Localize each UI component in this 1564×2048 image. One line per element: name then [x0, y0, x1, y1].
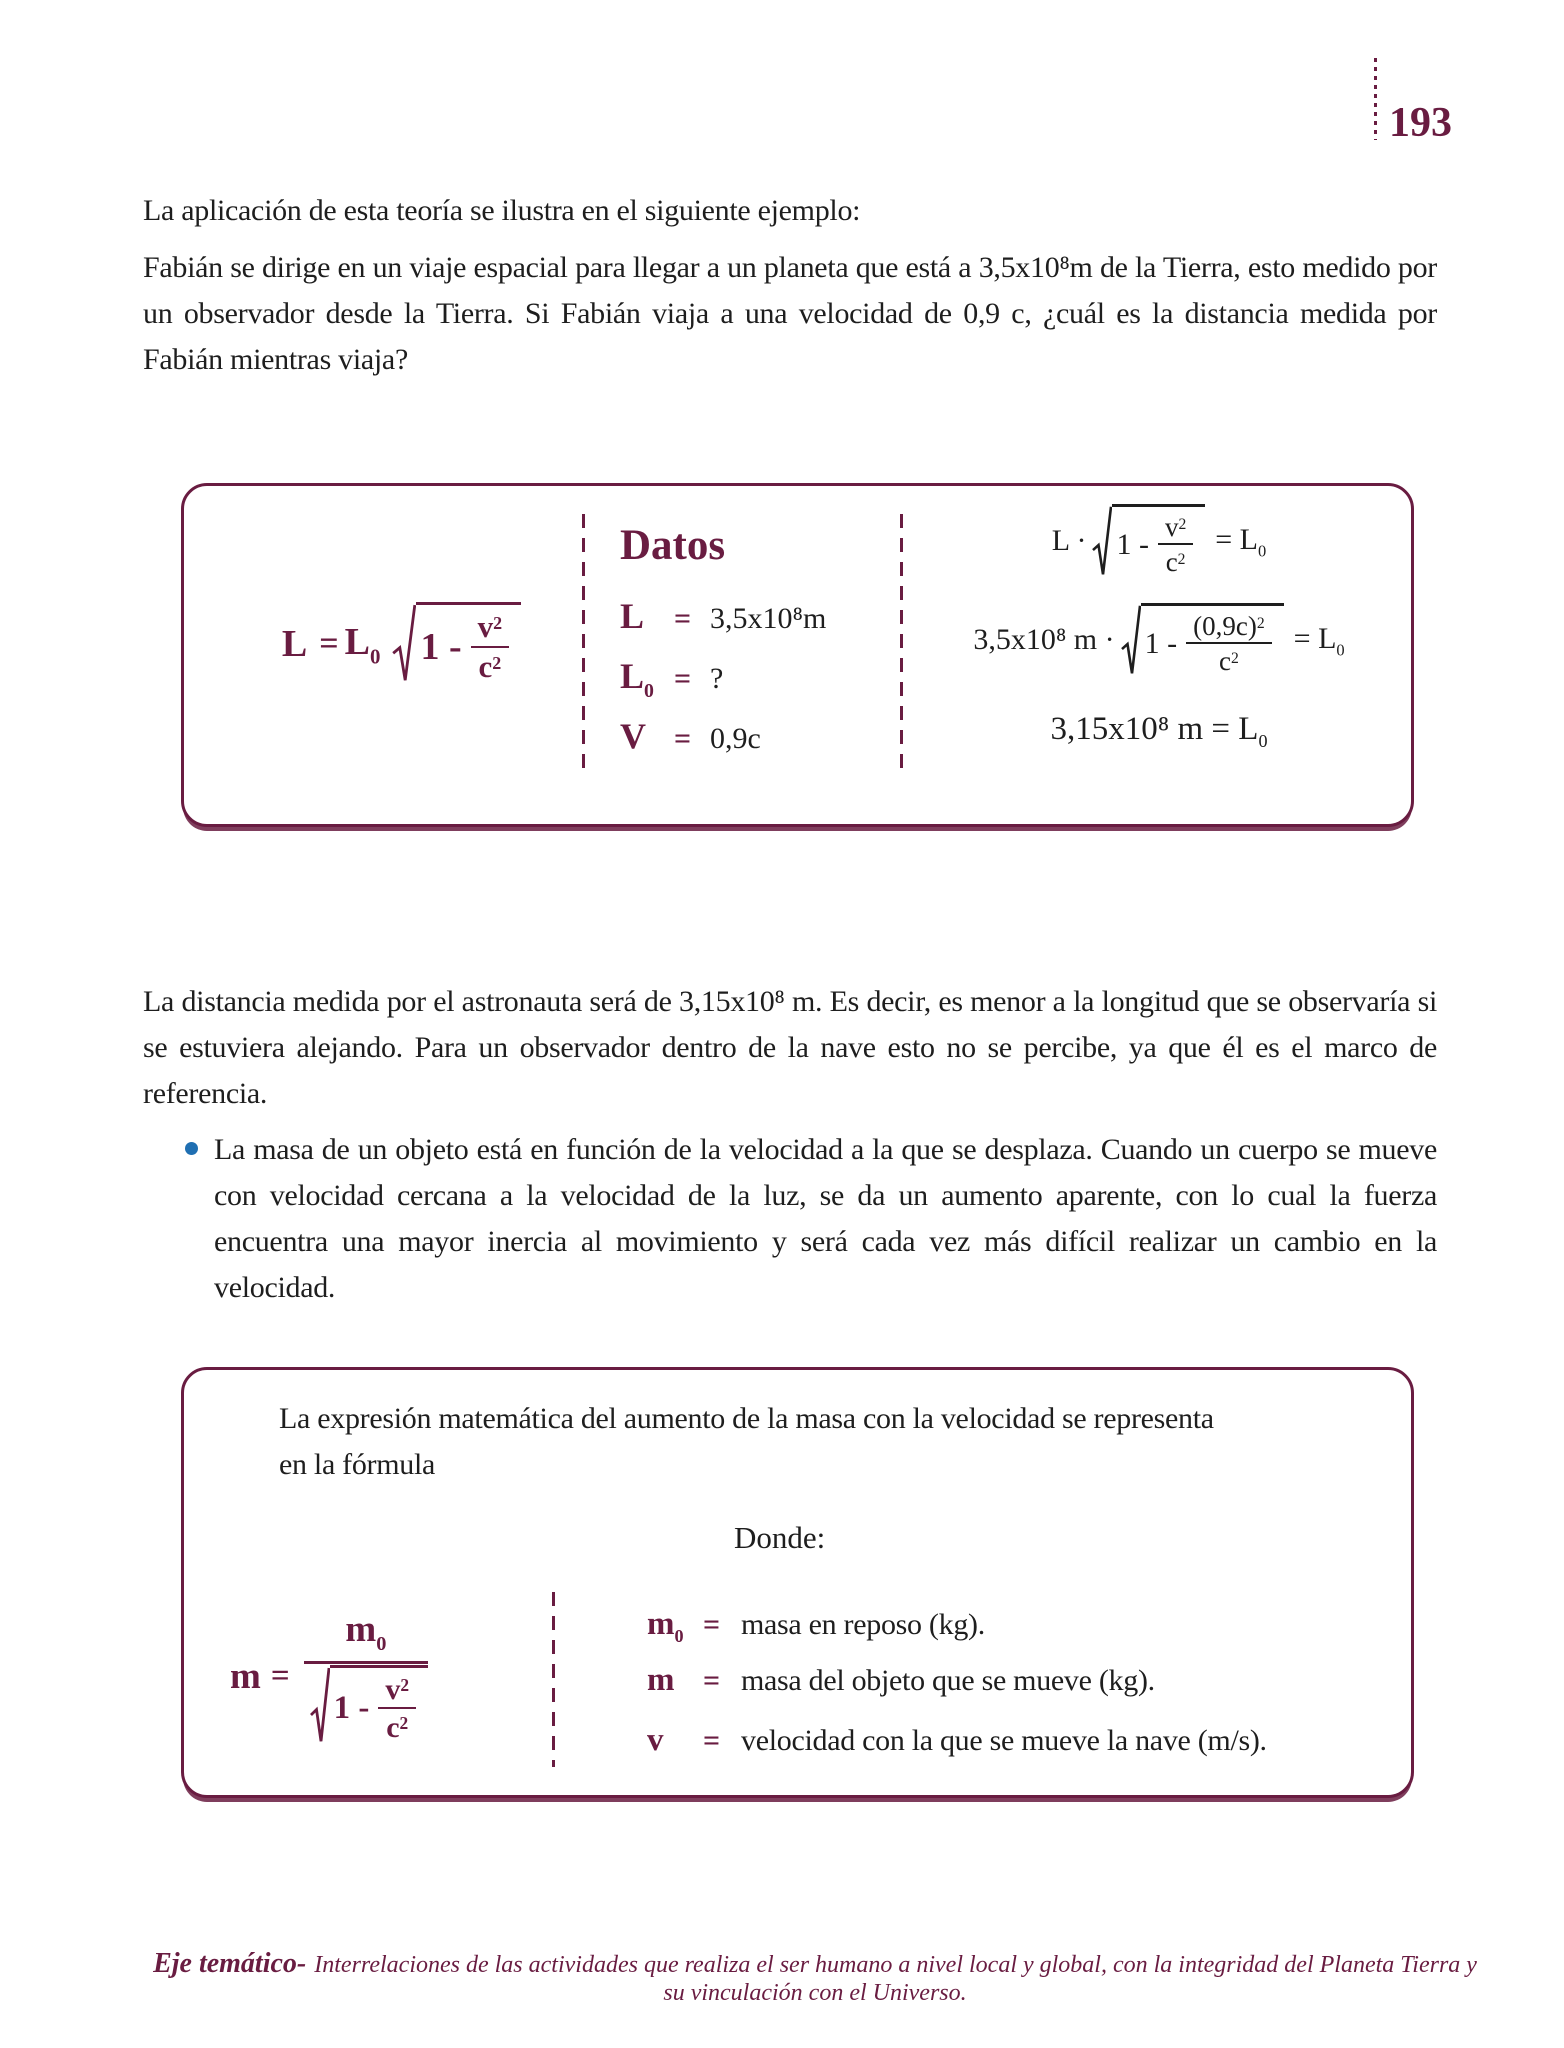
calculation-step-1	[1052, 504, 1267, 579]
calculation-step-2	[973, 603, 1344, 678]
fraction	[1186, 612, 1272, 676]
fraction-numerator: $(0,9c)^2$	[1186, 612, 1272, 644]
variable-definitions	[647, 1606, 1267, 1768]
equals-sign: =	[674, 722, 692, 756]
radicand	[1141, 603, 1284, 678]
datos-symbol: L	[620, 596, 645, 637]
radicand-pre: 1 -	[333, 1690, 370, 1726]
subscript: 0	[370, 644, 381, 669]
radicand	[330, 1665, 428, 1746]
definition-text: velocidad con la que se mueve la nave (m/s).	[741, 1724, 1267, 1757]
square-root	[310, 1665, 428, 1746]
formula-lhs: L	[281, 622, 308, 665]
footer	[150, 1948, 1480, 2007]
equals-sign: =	[674, 602, 692, 636]
datos-panel	[620, 522, 892, 757]
equals-sign: =	[703, 1608, 721, 1641]
datos-symbol: $L_0$	[620, 656, 654, 703]
bullet-paragraph: La masa de un objeto está en función de la velocidad a la que se desplaza. Cuando un cuerpo se mueve con velocidad cercana a la velocidad de la luz, se da un aumento aparente, con lo cual la fuerza encuentra una mayor inercia al movimiento y será cada vez más difícil realizar un cambio en la velocidad.	[214, 1133, 1437, 1304]
datos-row	[620, 655, 892, 703]
equals-sign: =	[319, 624, 339, 662]
fraction-denominator: $c^2$	[1218, 646, 1239, 677]
square-root	[392, 602, 521, 685]
variable-symbol: m	[647, 1662, 675, 1698]
fraction-numerator: $v^2$	[378, 1674, 416, 1710]
dashed-divider	[900, 514, 903, 776]
step-result: = $L_0$	[1293, 621, 1345, 659]
equals-sign: =	[270, 1658, 290, 1695]
result-paragraph: La distancia medida por el astronauta será de 3,15x10⁸ m. Es decir, es menor a la longitud que se observaría si se estuviera alejando. Para un observador dentro de la nave esto no se percibe, ya que él es el marco de referencia.	[143, 985, 1437, 1110]
radical-sign-icon	[392, 602, 416, 685]
fraction-numerator: $m_0$	[304, 1608, 428, 1664]
radicand	[416, 602, 521, 685]
final-result-line: 3,15x10⁸ $m = L_0$	[1050, 711, 1268, 752]
definition-text: masa del objeto que se mueve (kg).	[741, 1664, 1155, 1697]
length-contraction-box	[181, 483, 1414, 827]
radicand-pre: 1 -	[1144, 626, 1178, 660]
definition-text: masa en reposo (kg).	[741, 1608, 985, 1641]
fraction	[1158, 513, 1193, 577]
footer-theme-text: Interrelaciones de las actividades que realiza el ser humano a nivel local y global, con la integridad del Planeta Tierra y su vinculación con el Universo.	[314, 1952, 1477, 2006]
page-number-block	[1374, 58, 1452, 146]
donde-label: Donde:	[734, 1520, 826, 1555]
fraction-denominator: $c^2$	[1165, 547, 1186, 578]
bullet-item	[185, 1127, 1437, 1311]
radicand-pre: 1 -	[1116, 527, 1149, 561]
variable-symbol: $m_0$	[647, 1606, 684, 1647]
square-root	[1121, 603, 1284, 678]
page-number: 193	[1389, 99, 1452, 146]
equals-sign: =	[703, 1664, 721, 1697]
fraction-numerator: $v^2$	[471, 611, 509, 648]
main-fraction	[304, 1608, 428, 1746]
page-number-dotted-rule	[1374, 58, 1377, 140]
definition-row	[647, 1722, 1267, 1768]
calculation-steps	[924, 504, 1394, 753]
definition-row	[647, 1606, 1267, 1652]
datos-value: 0,9c	[710, 722, 761, 756]
equals-sign: =	[674, 662, 692, 696]
fraction-denominator: $c^2$	[386, 1711, 409, 1744]
datos-value: 3,5x10⁸m	[710, 602, 827, 636]
mass-box-intro: La expresión matemática del aumento de la masa con la velocidad se representa en la fórmula	[279, 1402, 1214, 1481]
datos-row	[620, 595, 892, 637]
radical-sign-icon	[310, 1665, 330, 1746]
fraction-denominator: $c^2$	[478, 648, 502, 684]
exponent: 2	[493, 612, 503, 633]
fraction-denominator	[304, 1664, 428, 1746]
bullet-icon	[185, 1142, 198, 1155]
formula-lhs: m	[230, 1656, 261, 1698]
datos-value: ?	[710, 662, 724, 696]
step-result: = $L_0$	[1215, 522, 1267, 561]
formula-base: $L_0$	[344, 620, 381, 669]
radical-sign-icon	[1121, 603, 1141, 678]
variable-symbol: v	[647, 1722, 664, 1758]
datos-row	[620, 715, 892, 757]
intro-paragraph: La aplicación de esta teoría se ilustra en el siguiente ejemplo:	[143, 194, 861, 227]
fraction	[378, 1674, 416, 1744]
step-prefix: 3,5x10⁸ m ·	[973, 623, 1115, 657]
dashed-divider	[552, 1592, 555, 1767]
mass-formula	[230, 1608, 428, 1746]
equals-sign: =	[703, 1724, 721, 1757]
problem-paragraph: Fabián se dirige en un viaje espacial para llegar a un planeta que está a 3,5x10⁸m de la Tierra, esto medido por un observador desde la Tierra. Si Fabián viaja a una velocidad de 0,9 c, ¿cuál es la distancia medida por Fabián mientras viaja?	[143, 251, 1437, 376]
exponent: 2	[492, 652, 502, 673]
step-prefix: L ·	[1051, 524, 1087, 558]
fraction	[471, 611, 509, 683]
length-contraction-formula	[229, 602, 574, 685]
definition-row	[647, 1662, 1267, 1708]
fraction-numerator: $v^2$	[1158, 513, 1193, 545]
radical-sign-icon	[1092, 504, 1112, 579]
dashed-divider	[582, 514, 585, 776]
mass-formula-box	[181, 1367, 1414, 1798]
radicand-pre: 1 -	[420, 626, 462, 669]
footer-theme-label: Eje temático-	[153, 1948, 307, 1979]
datos-symbol: V	[620, 716, 646, 757]
radicand	[1112, 504, 1205, 579]
datos-title: Datos	[620, 522, 726, 569]
square-root	[1092, 504, 1205, 579]
